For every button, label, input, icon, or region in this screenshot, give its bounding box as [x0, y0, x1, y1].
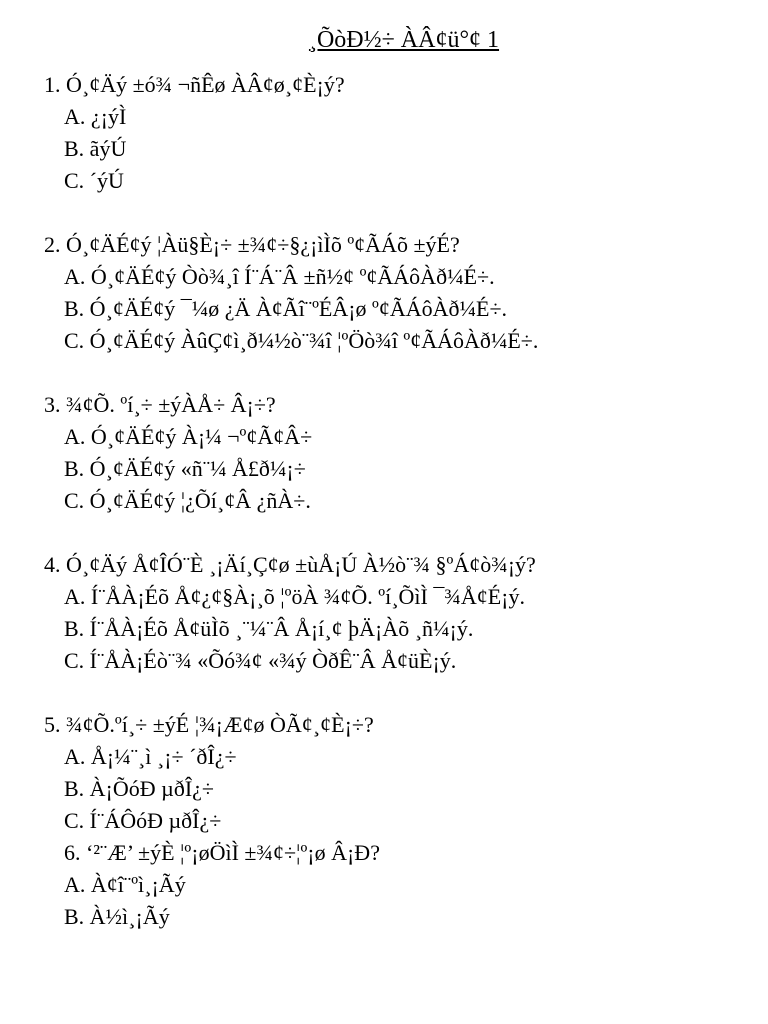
- question-3: 3. ¾¢Õ. ºí¸÷ ±ýÀÅ÷ Â¡÷?: [44, 392, 276, 417]
- question-2-option-c: C. Ó¸¢ÄÉ¢ý ÀûÇ¢ì¸ð¼½ò¨¾î ¦ºÖò¾î º¢ÃÁôÀð¼É÷.: [64, 328, 539, 353]
- question-6-option-b: B. À½ì¸¡Ãý: [64, 904, 170, 929]
- page-title: ¸ÕòÐ½÷ ÀÂ¢ü°¢ 1: [308, 27, 500, 53]
- question-6: 6. ‘²¨Æ’ ±ýÈ ¦º¡øÖìÌ ±¾¢÷¦º¡ø Â¡Ð?: [64, 840, 380, 865]
- question-5-option-b: B. À¡ÕóÐ µðÎ¿÷: [64, 776, 215, 801]
- question-3-option-c: C. Ó¸¢ÄÉ¢ý ¦¿Õí¸¢Â ¿ñÀ÷.: [64, 488, 311, 513]
- question-1: 1. Ó¸¢Äý ±ó¾ ¬ñÊø ÀÂ¢ø¸¢È¡ý?: [44, 72, 345, 97]
- question-2-option-b: B. Ó¸¢ÄÉ¢ý ¯¼ø ¿Ä À¢Ãî¨ºÉÂ¡ø º¢ÃÁôÀð¼É÷.: [64, 296, 508, 321]
- question-4: 4. Ó¸¢Äý Å¢ÎÓ¨È ¸¡Äí¸Ç¢ø ±ùÅ¡Ú À½ò¨¾ §ºÁ¢ò¾¡ý?: [44, 552, 536, 577]
- question-2-option-a: A. Ó¸¢ÄÉ¢ý Òò¾¸î Í¨Á¨Â ±ñ½¢ º¢ÃÁôÀð¼É÷.: [64, 264, 495, 289]
- question-5-option-c: C. Í¨ÁÔóÐ µðÎ¿÷: [64, 808, 222, 833]
- question-1-option-a: A. ¿¡ýÌ: [64, 104, 127, 129]
- question-4-option-b: B. Í¨ÅÀ¡Éõ Å¢üÌõ ¸¨¼¨Â Å¡í¸¢ þÄ¡Àõ ¸ñ¼¡ý.: [64, 616, 474, 641]
- question-3-option-a: A. Ó¸¢ÄÉ¢ý À¡¼ ¬º¢Ã¢Â÷: [64, 424, 313, 449]
- question-2: 2. Ó¸¢ÄÉ¢ý ¦Àü§È¡÷ ±¾¢÷§¿¡ìÌõ º¢ÃÁõ ±ýÉ?: [44, 232, 460, 257]
- question-1-option-c: C. ´ýÚ: [64, 168, 124, 193]
- question-1-option-b: B. ãýÚ: [64, 136, 127, 161]
- question-4-option-c: C. Í¨ÅÀ¡Éò¨¾ «Õó¾¢ «¾ý ÒðÊ¨Â Å¢üÈ¡ý.: [64, 648, 457, 673]
- question-6-option-a: A. À¢î¨ºì¸¡Ãý: [64, 872, 186, 897]
- question-5-option-a: A. Å¡¼¨¸ì ¸¡÷ ´ðÎ¿÷: [64, 744, 237, 769]
- question-4-option-a: A. Í¨ÅÀ¡Éõ Å¢¿¢§À¡¸õ ¦ºöÀ ¾¢Õ. ºí¸ÕìÌ ¯¾Å¢É¡ý.: [64, 584, 526, 609]
- question-5: 5. ¾¢Õ.ºí¸÷ ±ýÉ ¦¾¡Æ¢ø ÒÃ¢¸¢È¡÷?: [44, 712, 374, 737]
- question-3-option-b: B. Ó¸¢ÄÉ¢ý «ñ¨¼ Å£ð¼¡÷: [64, 456, 306, 481]
